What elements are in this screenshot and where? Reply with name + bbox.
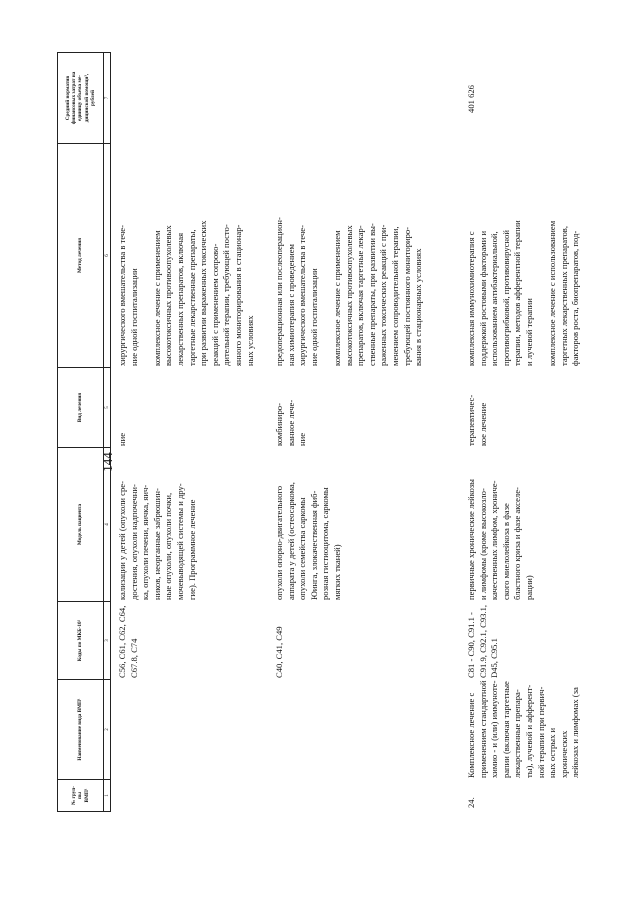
row3-patient-model: первичные хронические лейкозы и лимфомы (кроме высокозло- качественных лимфом, хрониче- ского миелолейкоза в фазе бластного криза и фазе акселе- рации) bbox=[466, 479, 534, 600]
column-number: 7 bbox=[105, 96, 110, 100]
row1-patient-model: кализации у детей (опухоли сре- достения, опухоли надпочечни- ка, опухоли печени, яичка, яич- ников, неорганные забрюшин- ные опухоли, опухоли почки, мочевыводящей системы и дру- гие). Программное лечение bbox=[117, 481, 197, 600]
header-treatment-method: Метод лечения bbox=[77, 237, 84, 274]
header-icd-codes: Коды по МКБ-10² bbox=[77, 619, 84, 662]
row2-treatment-type: комбиниро- ванное лече- ние bbox=[274, 399, 308, 446]
header-group-number: № груп- пы ВМП¹ bbox=[71, 786, 90, 805]
column-number: 3 bbox=[105, 639, 110, 642]
header-treatment-type: Вид лечения bbox=[77, 392, 84, 423]
row2-treatment-method: предоперационная или послеоперацион- ная химиотерапия с проведением хирургического вмешательства в тече- ние одной госпитализации комплексное лечение с применением высокотоксичных противоопухолевых препаратов, включая таргетные лекар- ственные препараты, при развитии вы- раженных токсических реакций с при- менением сопроводительной терапии, требующей постоянного мониториро- вания в стационарных условиях bbox=[274, 217, 424, 366]
row3-group-number: 24. bbox=[466, 797, 476, 808]
table-sheet bbox=[57, 52, 602, 812]
row3-treatment-method: комплексная иммунохимиотерапия с поддержкой ростовыми факторами и использованием антибактериальной, противогрибковой, противовирусной терапии, методов афферентной терапии и лучевой терапии комплексное лечение с использованием таргетных лекарственных препаратов, факторов роста, биопрепаратов, под- bbox=[466, 220, 581, 366]
column-number: 4 bbox=[105, 523, 110, 526]
header-patient-model: Модель пациента bbox=[77, 503, 84, 546]
row2-patient-model: опухоли опорно-двигательного аппарата у детей (остеосаркома, опухоли семейства саркомы Юинга, злокачественная фиб- розная гистиоцитома, саркомы мягких тканей) bbox=[274, 482, 342, 600]
row2-icd-codes: C40, C41, C49 bbox=[274, 626, 284, 678]
row1-treatment-type: ние bbox=[117, 432, 127, 446]
row1-treatment-method: хирургического вмешательства в тече- ние одной госпитализации комплексное лечение с применением высокотоксичных противоопухолевых лекарственных препаратов, включая таргетные лекарственные препараты, при развитии выраженных токсических реакций с применением сопрово- дительной терапии, требующей посто- янного мониторирования в стационар- ных условиях bbox=[117, 220, 255, 366]
column-number: 2 bbox=[105, 728, 110, 731]
column-number: 5 bbox=[105, 406, 110, 409]
header-vmp-name: Наименование вида ВМП¹ bbox=[77, 698, 84, 761]
column-number: 1 bbox=[105, 794, 110, 797]
row1-icd-codes: C56, C61, C62, C64, C67.8, C74 bbox=[117, 605, 139, 678]
page-number: 144 bbox=[100, 452, 115, 472]
row3-vmp-name: Комплексное лечение с применением стандартной химио - и (или) иммуноте- рапии (включая таргетные лекарственные препара- ты), лучевой и афферент- ной терапии при первич- ных острых и хронических лейкозах и лимфомах (за bbox=[466, 680, 581, 778]
row3-financial-norm: 401 626 bbox=[466, 85, 476, 113]
row3-icd-codes: C81 - C90, C91.1 - C91.9, C92.1, C93.1, D45, C95.1 bbox=[466, 604, 500, 678]
row3-treatment-type: терапевтичес- кое лечение bbox=[466, 394, 488, 446]
col-border-0 bbox=[57, 811, 111, 812]
column-number: 6 bbox=[105, 254, 110, 257]
header-financial-norm: Средний норматив финансовых затрат на единицу объема ме- дицинской помощи³, рублей bbox=[65, 71, 96, 125]
